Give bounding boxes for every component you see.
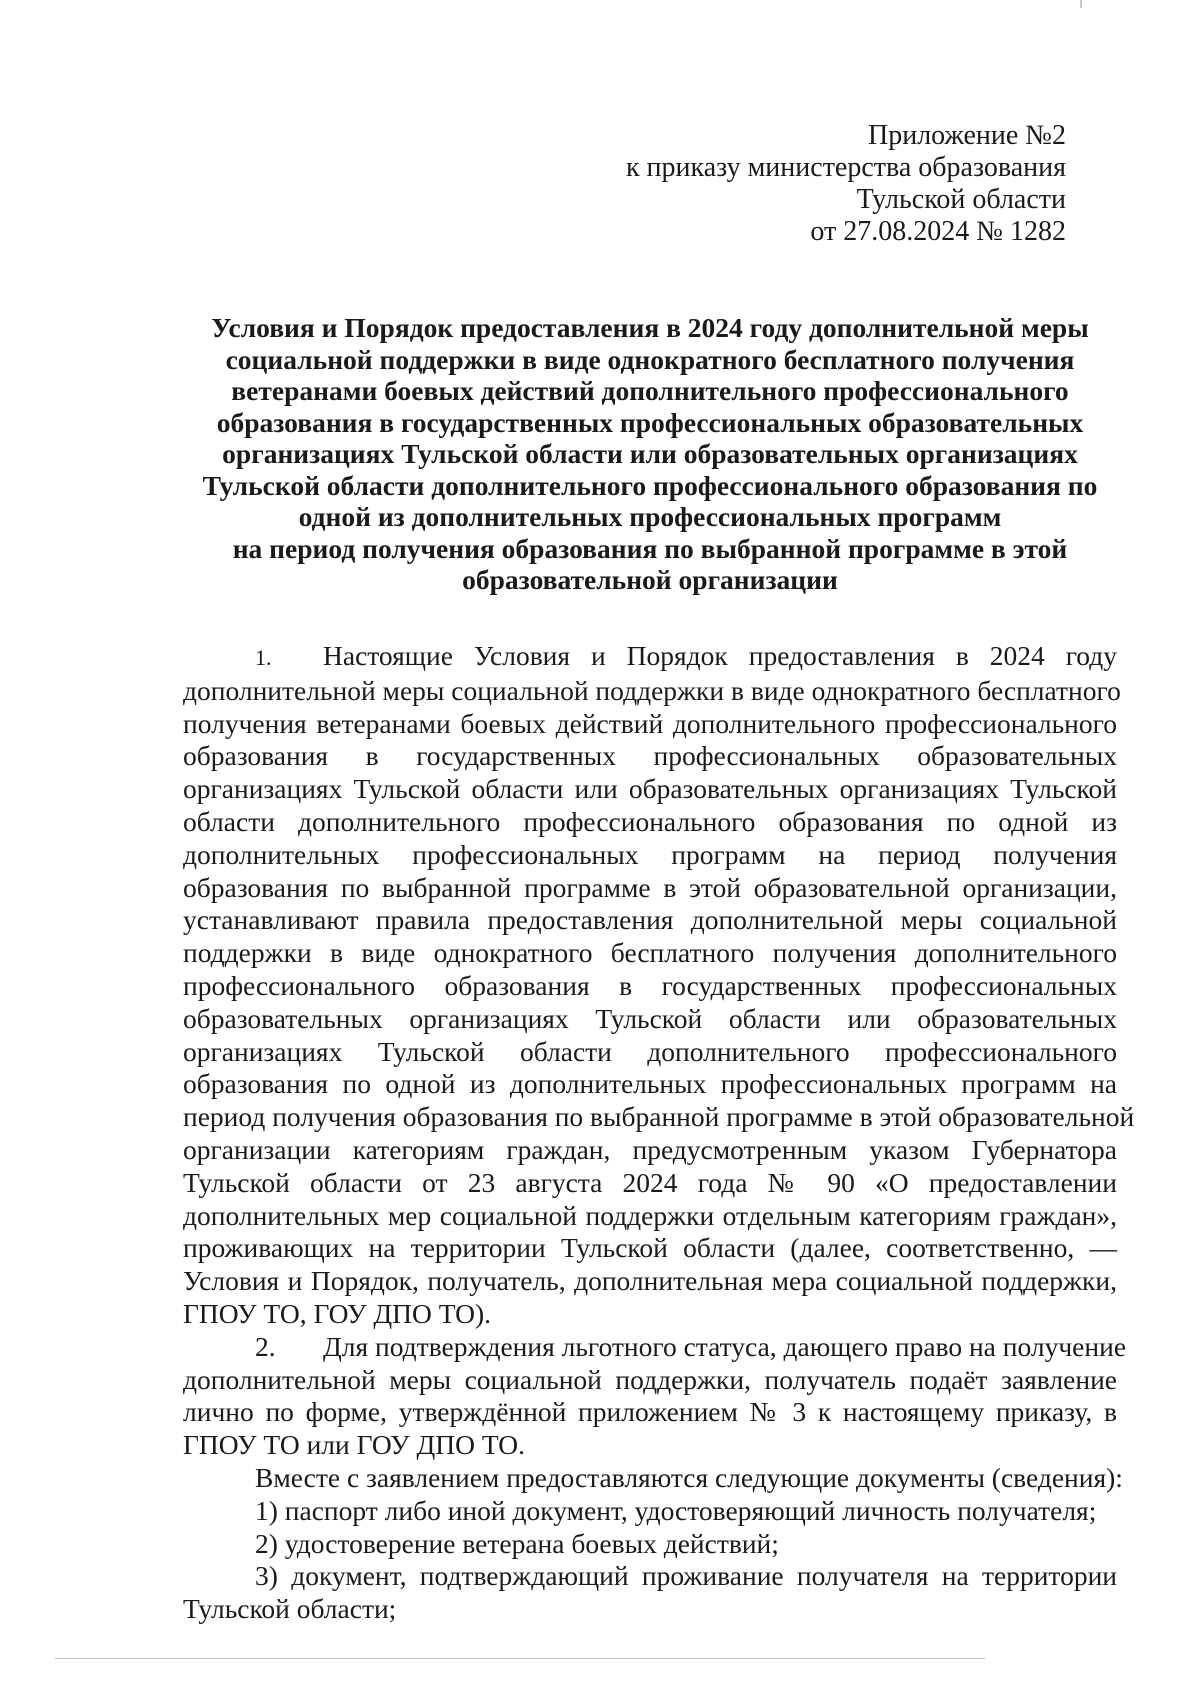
title-line: одной из дополнительных профессиональных программ [298, 501, 1002, 532]
annex-order-ref: к приказу министерства образования [625, 152, 1066, 183]
document-list-item: 1) паспорт либо иной документ, удостоверяющий личность получателя; [255, 1494, 1097, 1526]
section-number: 1. [255, 645, 272, 670]
paragraph-line: Тульской области; [183, 1593, 397, 1625]
paragraph-line: дополнительных мер социальной поддержки отдельным категориям граждан», [183, 1199, 1117, 1231]
paragraph-line: 2. Для подтверждения льготного статуса, дающего право на получение [255, 1330, 1127, 1362]
documents-intro: Вместе с заявлением предоставляются следующие документы (сведения): [255, 1461, 1123, 1493]
section-1 [183, 640, 1135, 1331]
title-line: организациях Тульской области или образовательных организациях [222, 438, 1078, 469]
document-list-item: 3) документ, подтверждающий проживание получателя на территории [255, 1560, 1117, 1592]
section-2 [183, 1330, 1127, 1626]
document-body [183, 640, 1135, 1626]
title-line: на период получения образования по выбранной программе в этой [232, 532, 1068, 564]
annex-number: Приложение №2 [868, 120, 1066, 151]
paragraph-line: образования в государственных профессиональных образовательных [183, 740, 1117, 772]
paragraph-line: образования по выбранной программе в этой образовательной организации, [183, 871, 1117, 903]
paragraph-line: образовательных организациях Тульской области или образовательных [183, 1002, 1117, 1034]
title-line: образовательной организации [462, 564, 838, 595]
paragraph-line: организациях Тульской области дополнительного профессионального [183, 1035, 1117, 1067]
title-line: Тульской области дополнительного профессионального образования по [202, 469, 1098, 501]
title-line: социальной поддержки в виде однократного бесплатного получения [225, 343, 1075, 375]
section-number: 2. [255, 1330, 276, 1362]
paragraph-line: устанавливают правила предоставления дополнительной меры социальной [183, 904, 1117, 936]
paragraph-line: дополнительной меры социальной поддержки, получатель подаёт заявление [183, 1363, 1117, 1395]
annex-date-number: от 27.08.2024 № 1282 [810, 216, 1066, 247]
paragraph-line: период получения образования по выбранной программе в этой образовательной [183, 1101, 1135, 1133]
title-line: Условия и Порядок предоставления в 2024 году дополнительной меры [211, 312, 1089, 343]
scan-artifact-line [55, 1658, 985, 1659]
paragraph-line: Тульской области от 23 августа 2024 года № 90 «О предоставлении [183, 1166, 1117, 1198]
paragraph-line: поддержки в виде однократного бесплатного получения дополнительного [183, 937, 1117, 969]
paragraph-line: профессионального образования в государственных профессиональных [183, 969, 1117, 1001]
paragraph-line: Условия и Порядок, получатель, дополнительная мера социальной поддержки, [183, 1265, 1117, 1297]
paragraph-line: 1. Настоящие Условия и Порядок предоставления в 2024 году [183, 640, 1117, 675]
title-line: образования в государственных профессиональных образовательных [216, 406, 1084, 438]
paragraph-line: организациях Тульской области или образовательных организациях Тульской [183, 773, 1117, 805]
annex-header [626, 120, 1066, 248]
document-list-item: 2) удостоверение ветерана боевых действий; [255, 1527, 779, 1559]
paragraph-line: лично по форме, утверждённой приложением № 3 к настоящему приказу, в [183, 1396, 1117, 1428]
document-title [180, 312, 1120, 596]
annex-region: Тульской области [856, 184, 1066, 215]
paragraph-line: дополнительной меры социальной поддержки в виде однократного бесплатного [183, 674, 1121, 706]
paragraph-line: организации категориям граждан, предусмотренным указом Губернатора [183, 1133, 1117, 1165]
paragraph-line: области дополнительного профессионального образования по одной из [183, 805, 1117, 837]
scan-artifact [1080, 0, 1082, 8]
paragraph-line: образования по одной из дополнительных профессиональных программ на [183, 1068, 1117, 1100]
paragraph-line: дополнительных профессиональных программ на период получения [183, 838, 1117, 870]
paragraph-line: ГПОУ ТО или ГОУ ДПО ТО. [183, 1429, 526, 1461]
paragraph-line: получения ветеранами боевых действий дополнительного профессионального [183, 707, 1117, 739]
paragraph-line: ГПОУ ТО, ГОУ ДПО ТО). [183, 1297, 492, 1329]
paragraph-line: проживающих на территории Тульской области (далее, соответственно, — [183, 1232, 1117, 1264]
title-line: ветеранами боевых действий дополнительного профессионального [231, 375, 1069, 406]
